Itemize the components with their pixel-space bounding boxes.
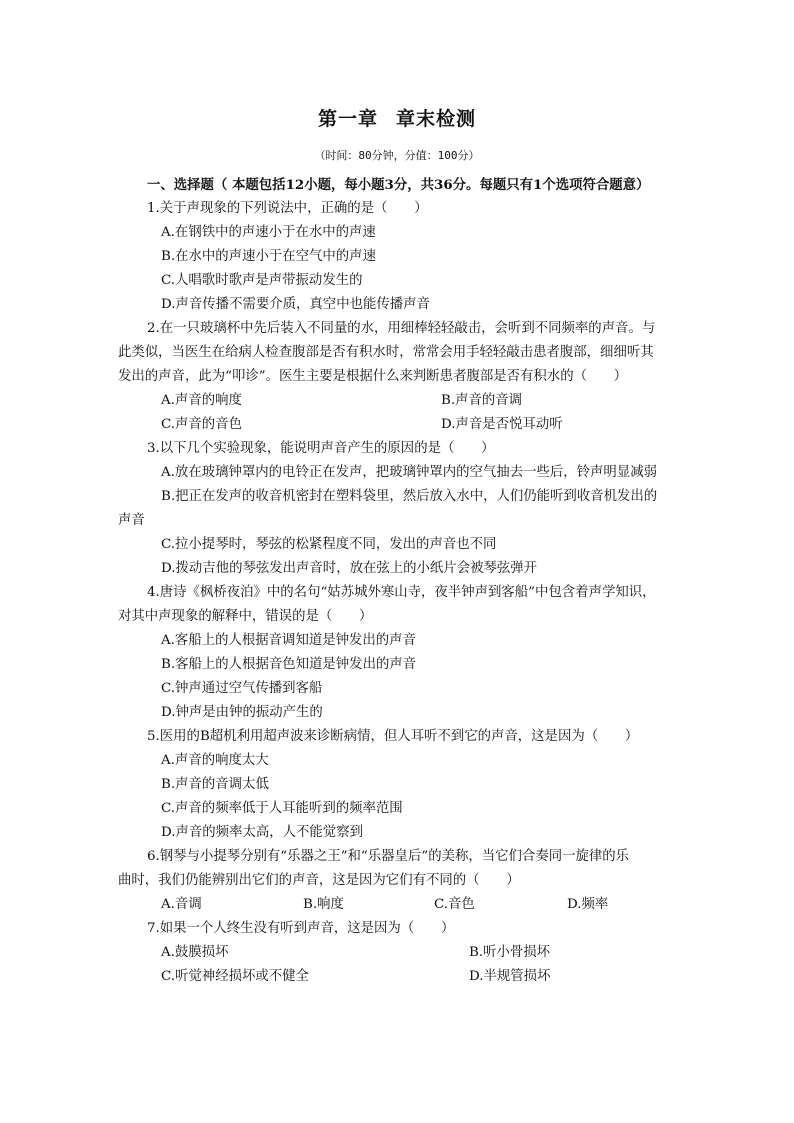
option-c: C.声音的音色 [161,417,242,432]
question-stem: 1.关于声现象的下列说法中，正确的是（ ） [147,201,428,216]
question-stem: 2.在一只玻璃杯中先后装入不同量的水，用细棒轻轻敲击，会听到不同频率的声音。与 [147,321,656,336]
page-title [0,104,794,131]
option-a: A.客船上的人根据音调知道是钟发出的声音 [161,633,416,648]
title-chapter: 第一章 [317,108,378,130]
option-a: A.在钢铁中的声速小于在水中的声速 [161,225,376,240]
question-stem: 4.唐诗《枫桥夜泊》中的名句“姑苏城外寒山寺，夜半钟声到客船”中包含着声学知识， [147,585,656,600]
option-a: A.放在玻璃钟罩内的电铃正在发声，把玻璃钟罩内的空气抽去一些后，铃声明显减弱 [161,465,657,480]
option-d: D.半规管损坏 [469,969,551,984]
option-b: B.把正在发声的收音机密封在塑料袋里，然后放入水中，人们仍能听到收音机发出的 [161,489,658,504]
option-b: B.客船上的人根据音色知道是钟发出的声音 [161,657,417,672]
question-stem: 3.以下几个实验现象，能说明声音产生的原因的是（ ） [147,441,495,456]
option-c: C.听觉神经损坏或不健全 [161,969,309,984]
option-a: A.音调 [161,897,202,912]
option-d: D.声音是否悦耳动听 [441,417,563,432]
question-stem: 此类似，当医生在给病人检查腹部是否有积水时，常常会用手轻轻敲击患者腹部，细细听其 [118,345,654,360]
question-stem: 曲时，我们仍能辨别出它们的声音，这是因为它们有不同的（ ） [118,873,520,888]
option-b: B.在水中的声速小于在空气中的声速 [161,249,376,264]
option-c: C.钟声通过空气传播到客船 [161,681,323,696]
option-d: D.拨动吉他的琴弦发出声音时，放在弦上的小纸片会被琴弦弹开 [161,561,538,576]
option-b-continued: 声音 [118,513,145,528]
option-a: A.声音的响度 [161,393,242,408]
title-name: 章末检测 [396,108,477,130]
option-d: D.声音传播不需要介质，真空中也能传播声音 [161,297,430,312]
option-c: C.声音的频率低于人耳能听到的频率范围 [161,801,403,816]
option-d: D.频率 [567,897,609,912]
question-stem: 6.钢琴与小提琴分别有“乐器之王”和“乐器皇后”的美称，当它们合奏同一旋律的乐 [147,849,630,864]
question-stem: 发出的声音，此为“叩诊”。医生主要是根据什么来判断患者腹部是否有积水的（ ） [118,369,628,384]
question-stem: 对其中声现象的解释中，错误的是（ ） [118,609,373,624]
question-stem: 7.如果一个人终生没有听到声音，这是因为（ ） [147,921,455,936]
option-c: C.人唱歌时歌声是声带振动发生的 [161,273,363,288]
option-b: B.声音的音调 [441,393,523,408]
option-d: D.钟声是由钟的振动产生的 [161,705,323,720]
section-heading: 一、选择题（ 本题包括12小题，每小题3分，共36分。每题只有1个选项符合题意） [147,177,650,193]
option-c: C.音色 [434,897,475,912]
exam-info: （时间：80分钟，分值：100分） [314,149,480,162]
option-d: D.声音的频率太高，人不能觉察到 [161,825,363,840]
option-a: A.鼓膜损坏 [161,945,229,960]
option-b: B.响度 [303,897,344,912]
option-b: B.声音的音调太低 [161,777,269,792]
option-c: C.拉小提琴时，琴弦的松紧程度不同，发出的声音也不同 [161,537,497,552]
question-stem: 5.医用的B超机利用超声波来诊断病情，但人耳听不到它的声音，这是因为（ ） [147,729,639,744]
option-a: A.声音的响度太大 [161,753,269,768]
option-b: B.听小骨损坏 [469,945,551,960]
